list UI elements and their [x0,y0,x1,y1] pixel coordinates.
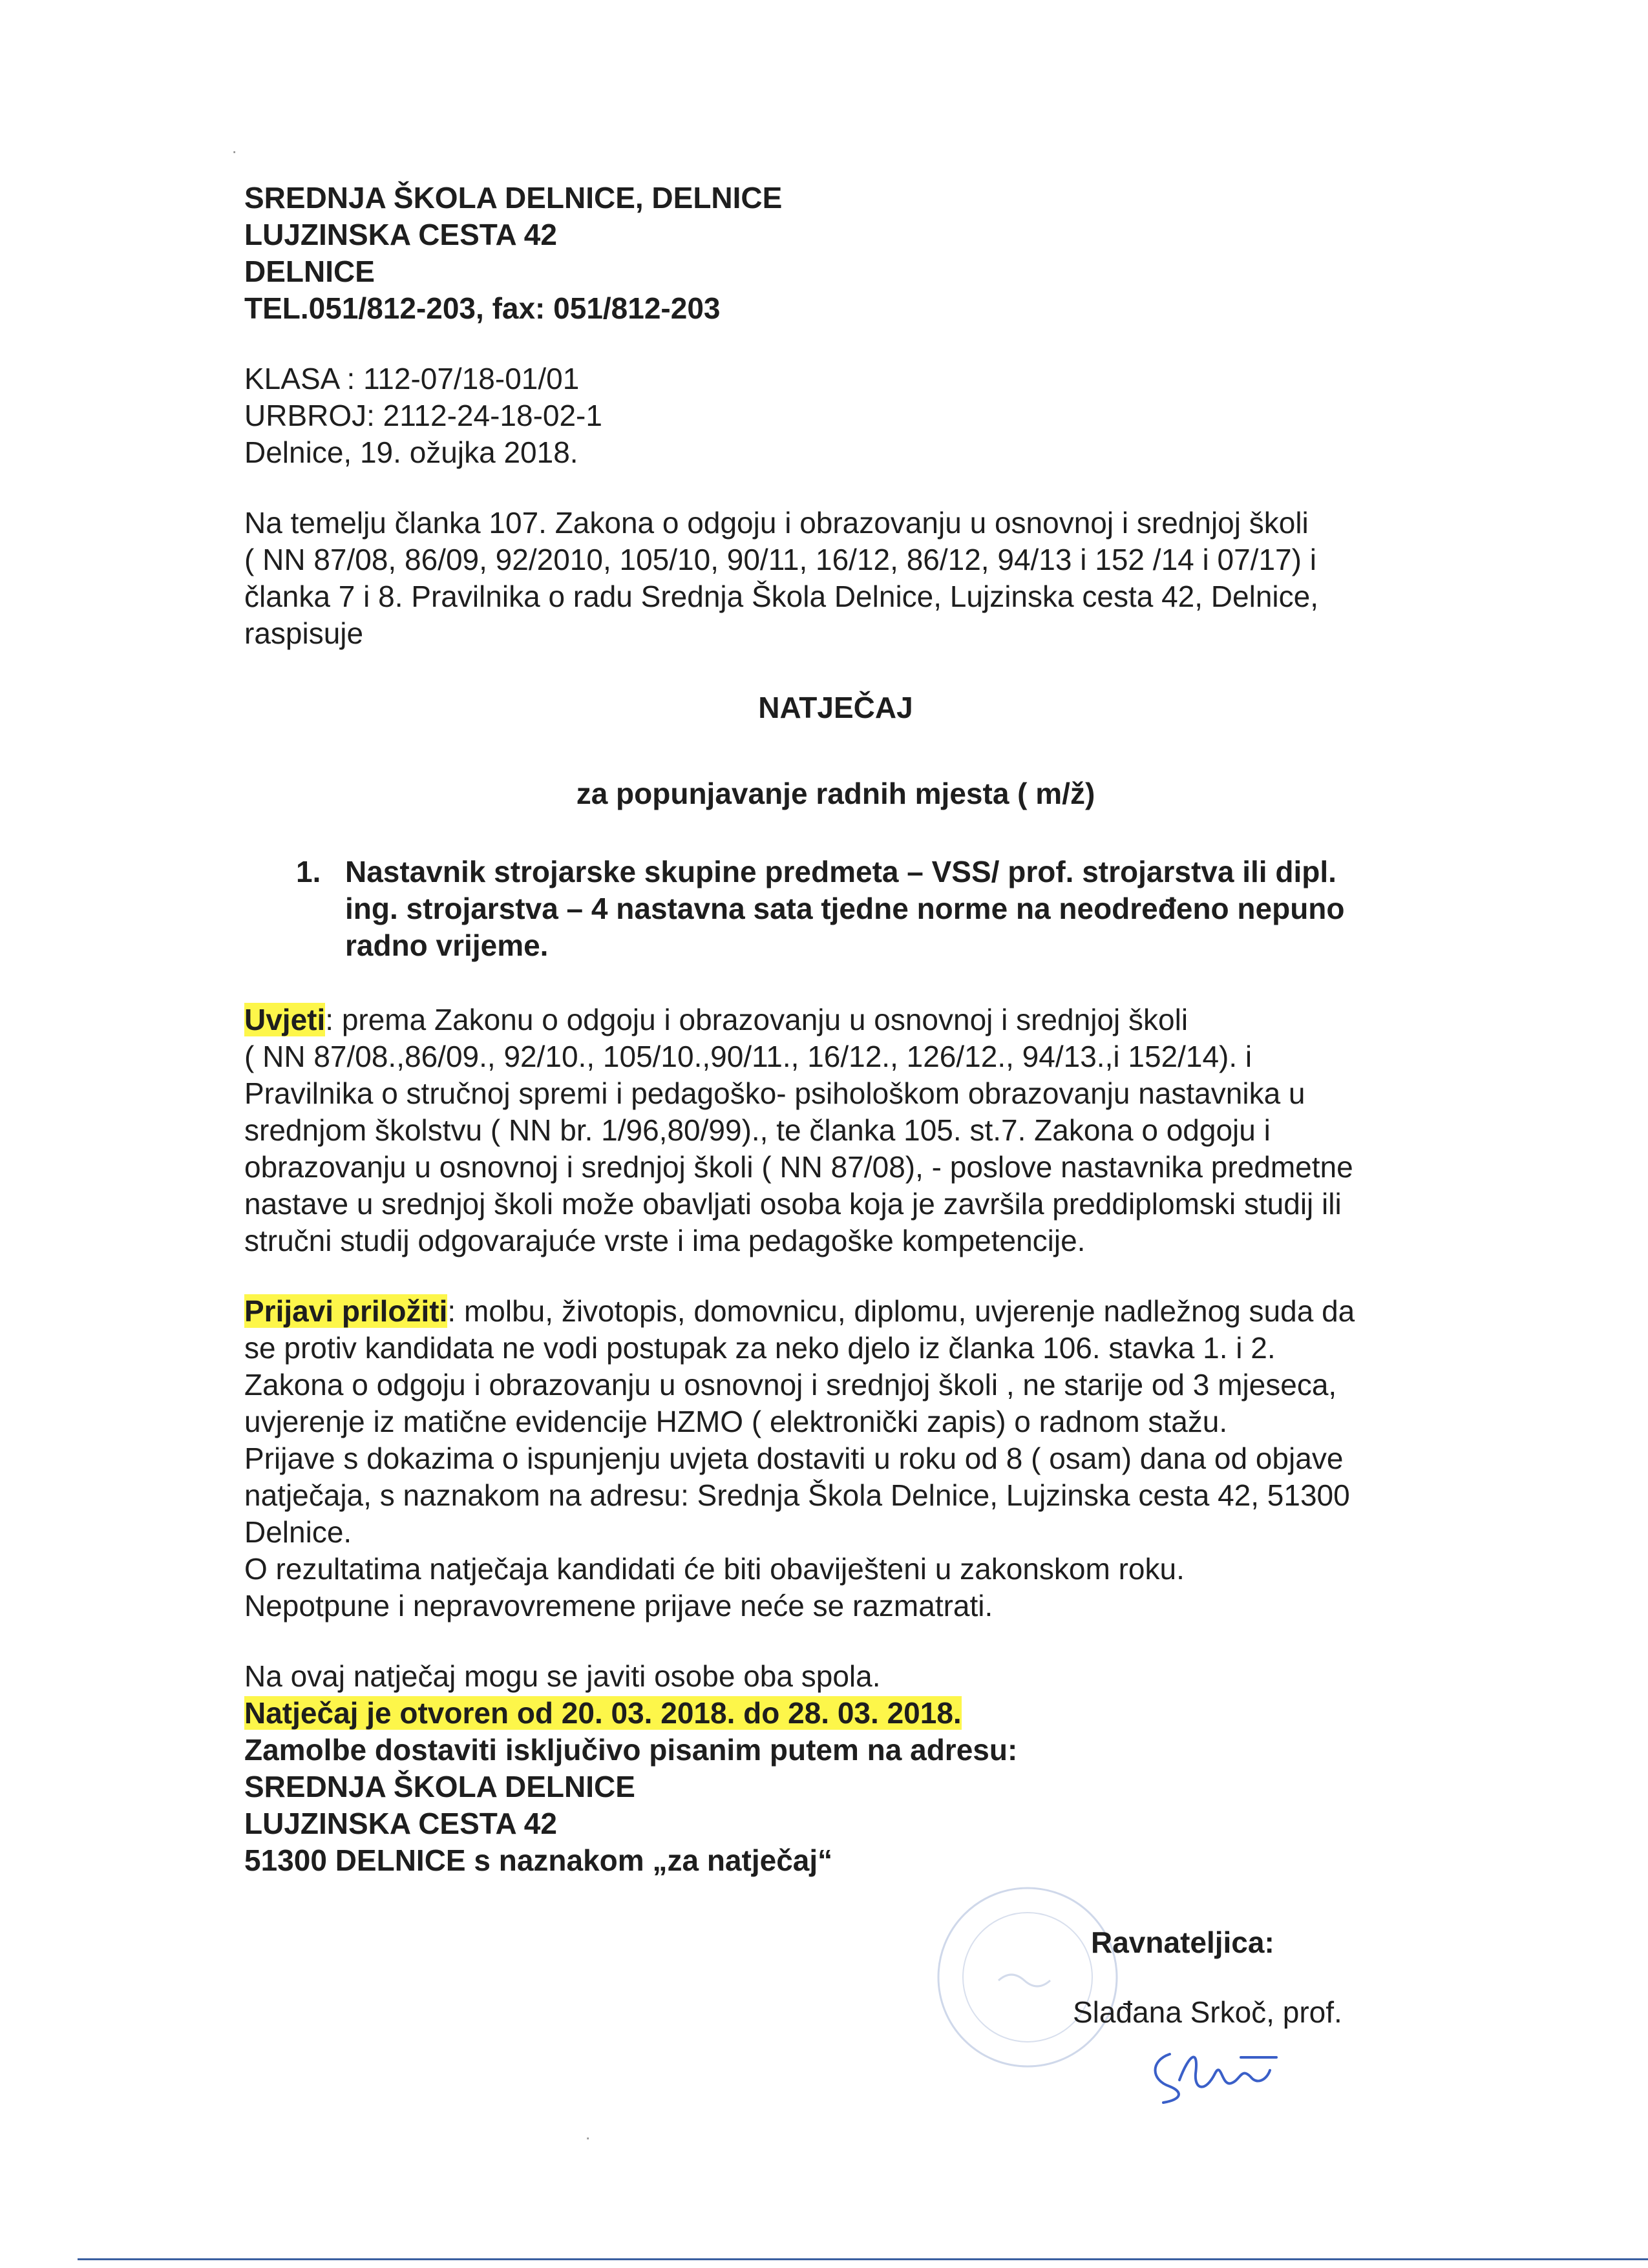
conditions-line: ( NN 87/08.,86/09., 92/10., 105/10.,90/11., 16/12., 126/12., 94/13.,i 152/14). i [244,1040,1252,1073]
conditions-line: nastave u srednjoj školi može obavljati osoba koja je završila preddiplomski studij ili [244,1187,1342,1221]
conditions-first-line: : prema Zakonu o odgoju i obrazovanju u osnovnoj i srednjoj školi [325,1003,1188,1036]
intro-line: ( NN 87/08, 86/09, 92/2010, 105/10, 90/11, 16/12, 86/12, 94/13 i 152 /14 i 07/17) i [244,543,1316,576]
attachments-line: natječaja, s naznakom na adresu: Srednja Škola Delnice, Lujzinska cesta 42, 51300 [244,1478,1350,1512]
school-street: LUJZINSKA CESTA 42 [244,218,557,251]
school-name: SREDNJA ŠKOLA DELNICE, DELNICE [244,181,783,215]
document-date: Delnice, 19. ožujka 2018. [244,436,578,469]
conditions-line: srednjom školstvu ( NN br. 1/96,80/99)., te članka 105. st.7. Zakona o odgoju i [244,1113,1271,1147]
scan-speck: · [231,141,238,161]
klasa: KLASA : 112-07/18-01/01 [244,362,580,395]
intro-line: raspisuje [244,616,364,650]
address-line: LUJZINSKA CESTA 42 [244,1807,557,1840]
handwritten-signature [1144,2035,1342,2121]
conditions-label: Uvjeti [244,1003,326,1036]
attachments-first-line: : molbu, životopis, domovnicu, diplomu, uvjerenje nadležnog suda da [447,1294,1355,1328]
address-line: SREDNJA ŠKOLA DELNICE [244,1770,635,1803]
conditions-line: stručni studij odgovarajuće vrste i ima pedagoške kompetencije. [244,1224,1086,1257]
signature-name: Slađana Srkoč, prof. [1073,1995,1342,2029]
attachments-line: O rezultatima natječaja kandidati će biti obaviješteni u zakonskom roku. [244,1552,1185,1586]
open-period: Natječaj je otvoren od 20. 03. 2018. do 28. 03. 2018. [244,1696,962,1730]
attachments-line: se protiv kandidata ne vodi postupak za neko djelo iz članka 106. stavka 1. i 2. [244,1331,1276,1365]
school-city: DELNICE [244,255,375,288]
intro-line: Na temelju članka 107. Zakona o odgoju i obrazovanju u osnovnoj i srednjoj školi [244,506,1309,540]
conditions-line: Pravilnika o stručnoj spremi i pedagoško- psihološkom obrazovanju nastavnika u [244,1076,1305,1110]
document-subtitle: za popunjavanje radnih mjesta ( m/ž) [576,777,1095,810]
attachments-label: Prijavi priložiti [244,1294,448,1328]
conditions-line: obrazovanju u osnovnoj i srednjoj školi ( NN 87/08), - poslove nastavnika predmetne [244,1150,1353,1184]
attachments-line: Prijave s dokazima o ispunjenju uvjeta dostaviti u roku od 8 ( osam) dana od objave [244,1442,1344,1475]
position-line: radno vrijeme. [345,929,549,962]
document-body [244,180,1485,1879]
urbroj: URBROJ: 2112-24-18-02-1 [244,399,602,432]
signature-role: Ravnateljica: [1091,1926,1274,1959]
position-number: 1. [296,855,321,888]
attachments-line: Delnice. [244,1515,352,1549]
address-line: 51300 DELNICE s naznakom „za natječaj“ [244,1843,833,1877]
position-line: Nastavnik strojarske skupine predmeta – VSS/ prof. strojarstva ili dipl. [345,855,1336,888]
signature-block [1073,1924,1342,2121]
both-sexes-note: Na ovaj natječaj mogu se javiti osobe oba spola. [244,1659,881,1693]
send-note: Zamolbe dostaviti isključivo pisanim putem na adresu: [244,1733,1018,1767]
attachments-line: Nepotpune i nepravovremene prijave neće se razmatrati. [244,1589,993,1622]
school-phone: TEL.051/812-203, fax: 051/812-203 [244,291,721,325]
attachments-line: Zakona o odgoju i obrazovanju u osnovnoj i srednjoj školi , ne starije od 3 mjeseca, [244,1368,1337,1402]
scan-speck: · [585,2127,591,2147]
position-item [296,854,1485,964]
intro-paragraph [244,505,1485,652]
position-line: ing. strojarstva – 4 nastavna sata tjedne norme na neodređeno nepuno [345,892,1345,925]
attachments-paragraph [244,1293,1485,1624]
scan-edge-line [78,2258,1648,2260]
conditions-paragraph [244,1002,1485,1259]
letterhead [244,180,1485,327]
attachments-line: uvjerenje iz matične evidencije HZMO ( elektronički zapis) o radnom stažu. [244,1405,1228,1438]
closing-block [244,1658,1485,1879]
document-title: NATJEČAJ [758,691,913,724]
reference-block [244,361,1485,471]
intro-line: članka 7 i 8. Pravilnika o radu Srednja Škola Delnice, Lujzinska cesta 42, Delnice, [244,580,1318,613]
